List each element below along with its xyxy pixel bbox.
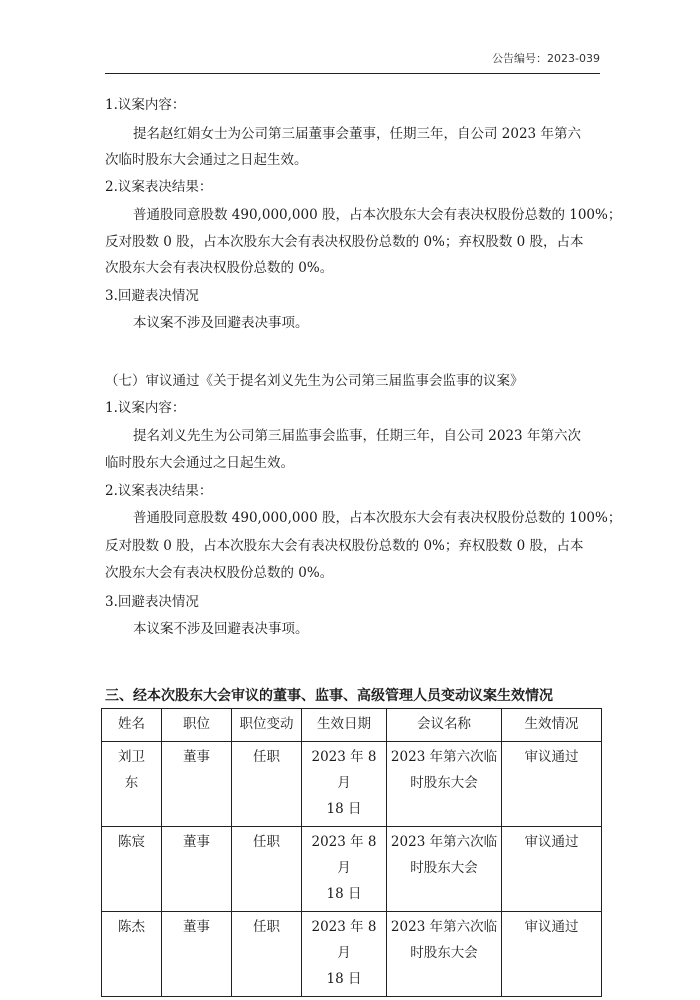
- column-header-date: 生效日期: [302, 709, 387, 742]
- cell-name-line: 陈宸: [118, 834, 145, 850]
- result-text-line: 反对股数 0 股，占本次股东大会有表决权股份总数的 0%；弃权股数 0 股，占本: [105, 234, 584, 250]
- resolution-title: （七）审议通过《关于提名刘义先生为公司第三届监事会监事的议案》: [105, 373, 524, 389]
- cell-name: [102, 827, 162, 912]
- avoid-text: 本议案不涉及回避表决事项。: [133, 621, 309, 637]
- cell-date-line: 18 日: [326, 971, 362, 987]
- result-text-line: 反对股数 0 股，占本次股东大会有表决权股份总数的 0%；弃权股数 0 股，占本: [105, 538, 584, 554]
- cell-date-line: 2023 年 8 月: [311, 749, 377, 791]
- cell-meeting: [387, 827, 502, 912]
- announcement-number: 公告编号：2023-039: [492, 52, 600, 65]
- cell-name-line: 东: [124, 775, 139, 791]
- cell-meeting-line: 时股东大会: [410, 860, 478, 876]
- cell-date-line: 2023 年 8 月: [311, 919, 377, 961]
- cell-change: 任职: [232, 827, 302, 912]
- cell-status: 审议通过: [502, 742, 602, 827]
- result-text-line: 普通股同意股数 490,000,000 股，占本次股东大会有表决权股份总数的 100%；: [133, 510, 622, 526]
- content-text-line: 提名刘义先生为公司第三届监事会监事，任期三年，自公司 2023 年第六次: [133, 428, 581, 444]
- result-text-line: 次股东大会有表决权股份总数的 0%。: [105, 260, 334, 276]
- table-row: [102, 742, 602, 827]
- cell-name-line: 刘卫: [118, 749, 145, 765]
- column-header-name: 姓名: [102, 709, 162, 742]
- result-text-line: 次股东大会有表决权股份总数的 0%。: [105, 565, 334, 581]
- cell-name-line: 陈杰: [118, 919, 145, 935]
- cell-position: 董事: [162, 742, 232, 827]
- content-title: 1.议案内容：: [105, 400, 186, 416]
- cell-status: 审议通过: [502, 827, 602, 912]
- content-text-line: 提名赵红娟女士为公司第三届董事会董事，任期三年，自公司 2023 年第六: [133, 126, 581, 142]
- cell-date-line: 18 日: [326, 886, 362, 902]
- cell-change: 任职: [232, 742, 302, 827]
- cell-meeting-line: 2023 年第六次临: [390, 834, 498, 850]
- column-header-position: 职位: [162, 709, 232, 742]
- table-row: [102, 827, 602, 912]
- column-header-change: 职位变动: [232, 709, 302, 742]
- cell-meeting-line: 时股东大会: [410, 945, 478, 961]
- cell-date-line: 18 日: [326, 801, 362, 817]
- avoid-title: 3.回避表决情况: [105, 594, 199, 610]
- table-header-row: [102, 709, 602, 742]
- cell-meeting-line: 时股东大会: [410, 775, 478, 791]
- cell-status: 审议通过: [502, 912, 602, 997]
- column-header-status: 生效情况: [502, 709, 602, 742]
- content-title: 1.议案内容：: [105, 97, 186, 113]
- avoid-title: 3.回避表决情况: [105, 288, 199, 304]
- cell-date: [302, 827, 387, 912]
- cell-meeting-line: 2023 年第六次临: [390, 749, 498, 765]
- table-row: [102, 912, 602, 997]
- cell-meeting: [387, 742, 502, 827]
- cell-date: [302, 742, 387, 827]
- cell-name: [102, 742, 162, 827]
- cell-name: [102, 912, 162, 997]
- cell-position: 董事: [162, 912, 232, 997]
- content-text-line: 临时股东大会通过之日起生效。: [105, 455, 294, 471]
- section-heading: 三、经本次股东大会审议的董事、监事、高级管理人员变动议案生效情况: [105, 688, 553, 704]
- cell-meeting: [387, 912, 502, 997]
- cell-position: 董事: [162, 827, 232, 912]
- content-text-line: 次临时股东大会通过之日起生效。: [105, 152, 308, 168]
- cell-date: [302, 912, 387, 997]
- cell-change: 任职: [232, 912, 302, 997]
- header-divider: [105, 73, 600, 74]
- cell-date-line: 2023 年 8 月: [311, 834, 377, 876]
- cell-meeting-line: 2023 年第六次临: [390, 919, 498, 935]
- result-title: 2.议案表决结果：: [105, 179, 213, 195]
- column-header-meeting: 会议名称: [387, 709, 502, 742]
- result-title: 2.议案表决结果：: [105, 483, 213, 499]
- avoid-text: 本议案不涉及回避表决事项。: [133, 315, 309, 331]
- result-text-line: 普通股同意股数 490,000,000 股，占本次股东大会有表决权股份总数的 100%；: [133, 207, 622, 223]
- personnel-change-table: [101, 708, 602, 997]
